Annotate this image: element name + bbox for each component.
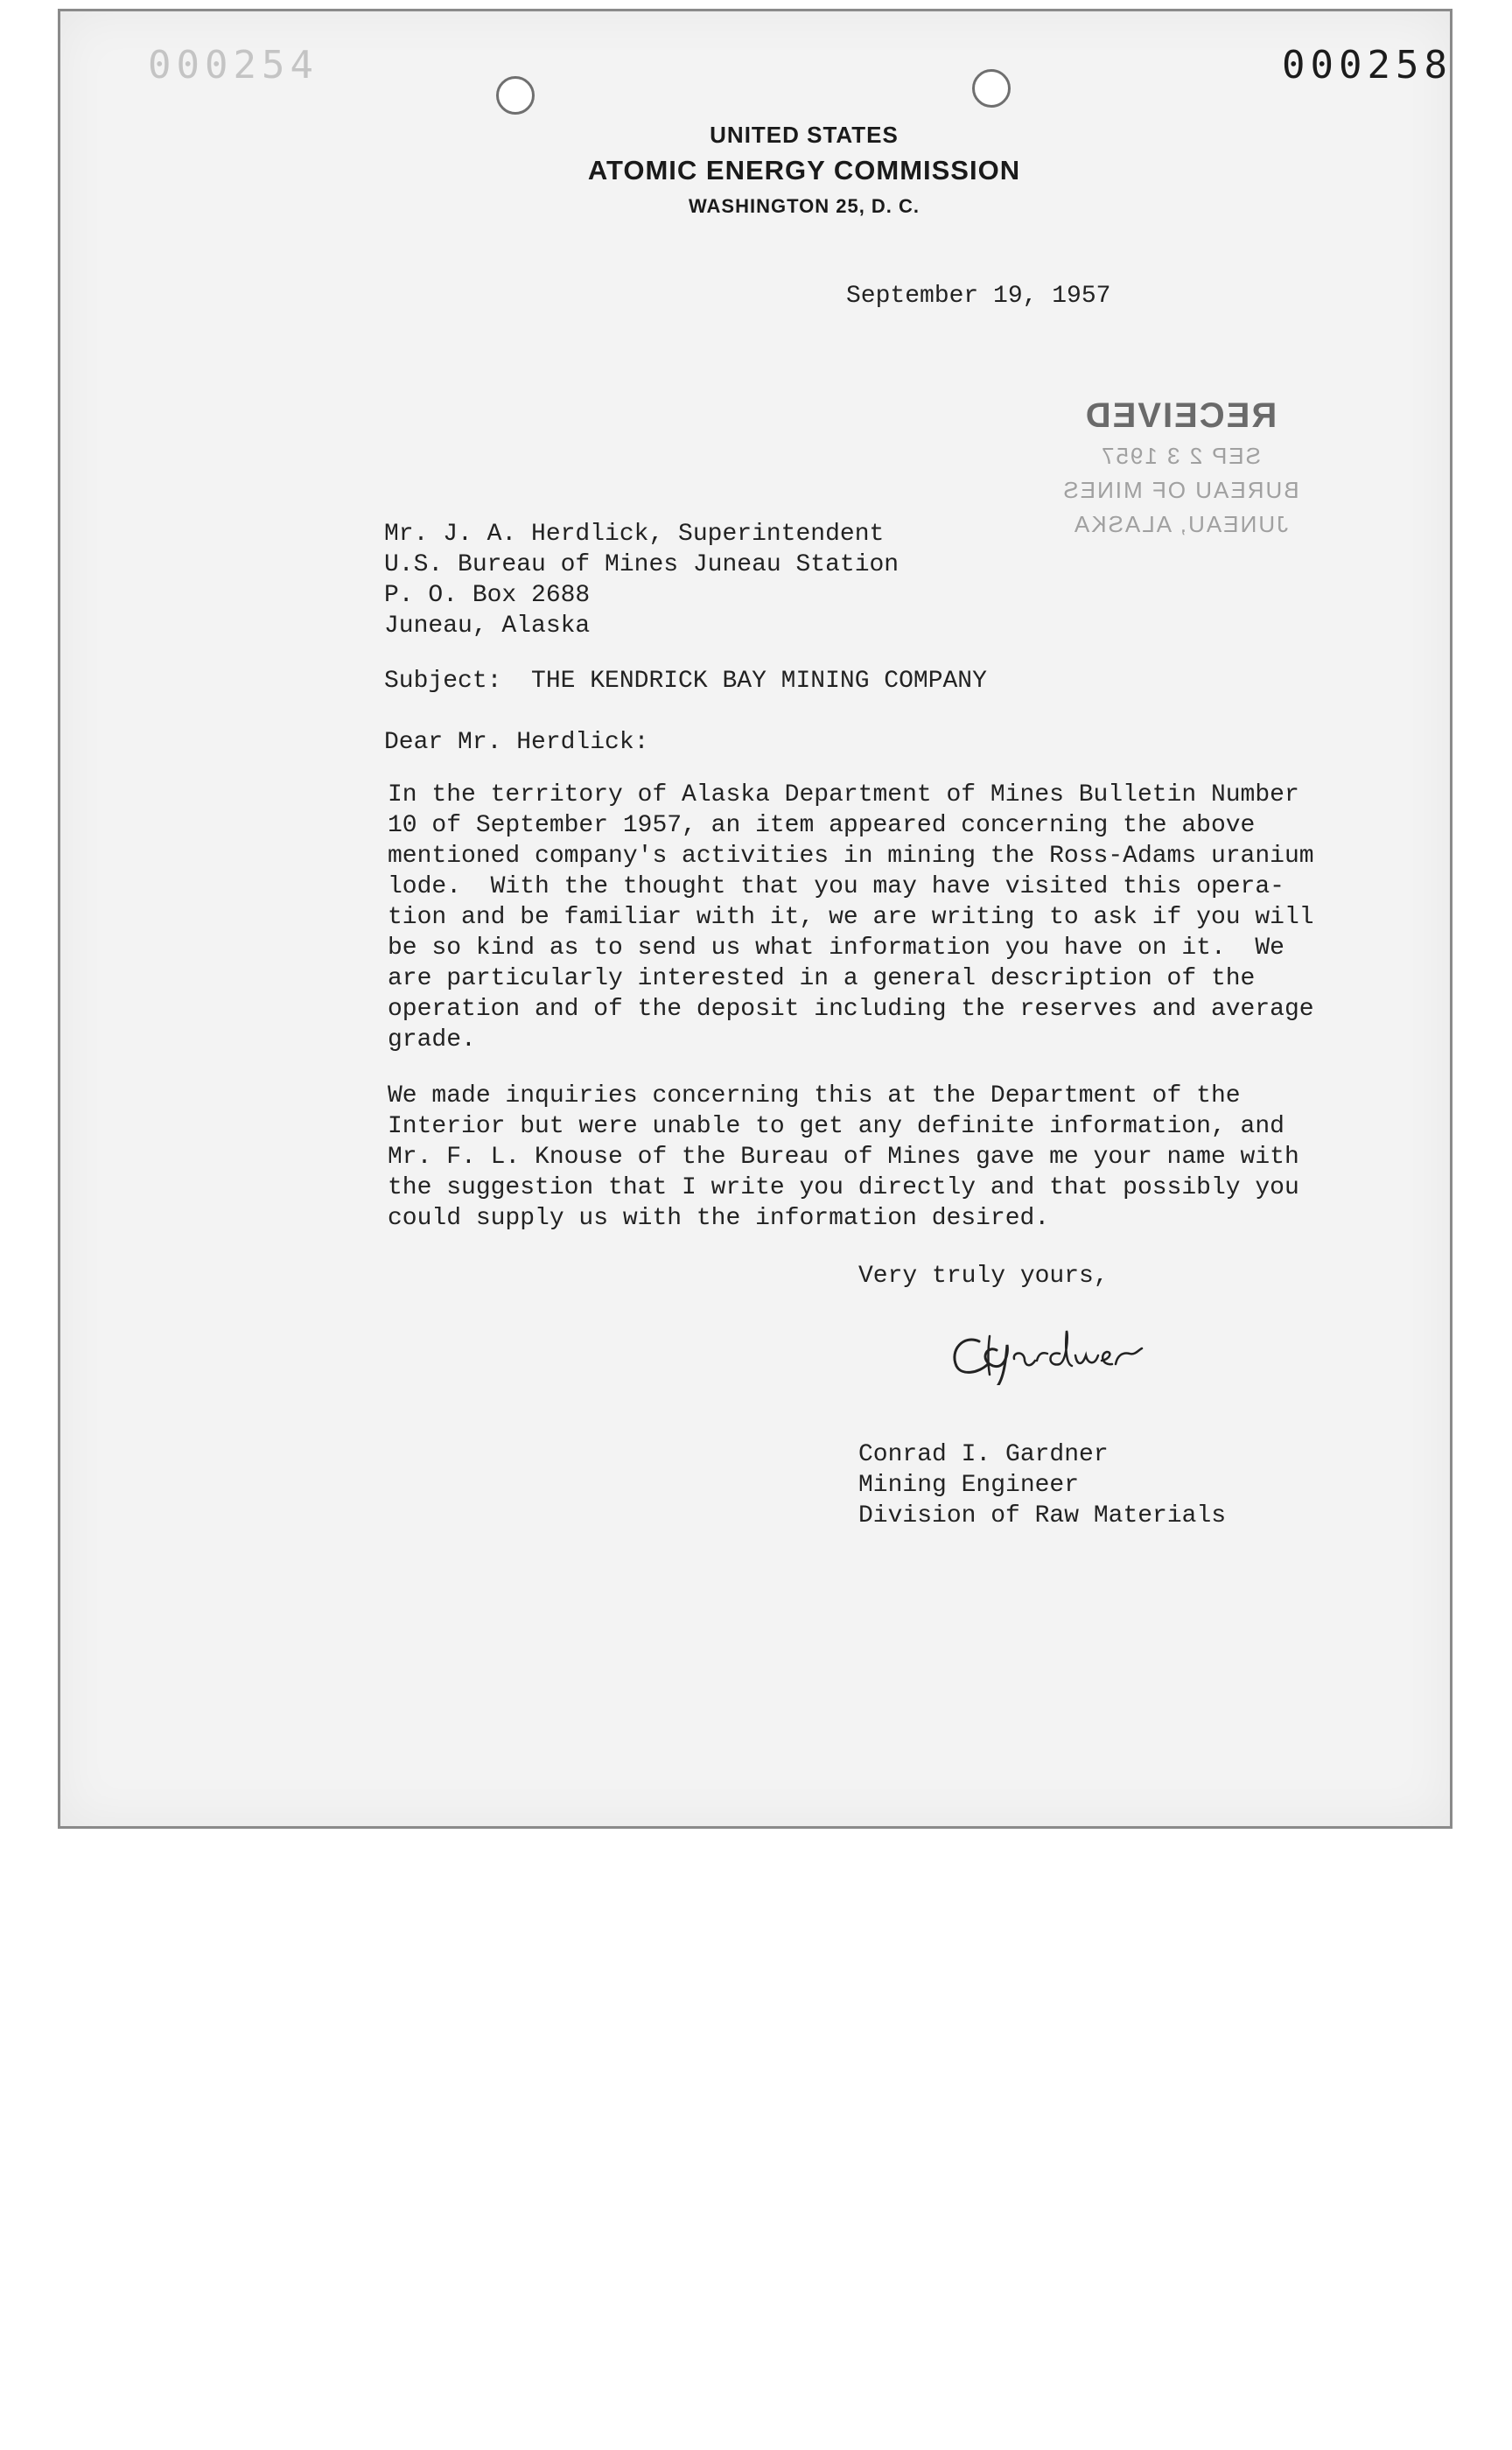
signer-title: Mining Engineer xyxy=(858,1472,1080,1499)
body-line: the suggestion that I write you directly and that possibly you xyxy=(388,1174,1299,1201)
handwritten-signature xyxy=(944,1315,1207,1385)
body-line: operation and of the deposit including the reserves and average xyxy=(388,996,1314,1023)
salutation: Dear Mr. Herdlick: xyxy=(384,729,649,756)
recipient-line: P. O. Box 2688 xyxy=(384,582,591,609)
body-line: Mr. F. L. Knouse of the Bureau of Mines gave me your name with xyxy=(388,1144,1299,1171)
signer-division: Division of Raw Materials xyxy=(858,1502,1227,1530)
body-line: grade. xyxy=(388,1026,476,1054)
recipient-line: Juneau, Alaska xyxy=(384,612,591,640)
signature-block xyxy=(858,1439,1226,1531)
received-stamp xyxy=(1049,396,1312,571)
body-line: could supply us with the information desired. xyxy=(388,1205,1050,1232)
body-line: tion and be familiar with it, we are writing to ask if you will xyxy=(388,904,1314,931)
body-line: Interior but were unable to get any definite information, and xyxy=(388,1113,1284,1140)
body-paragraph-1 xyxy=(388,780,1315,1055)
letter-date: September 19, 1957 xyxy=(846,283,1111,310)
document-number: 000258 xyxy=(1282,43,1452,88)
recipient-line: U.S. Bureau of Mines Juneau Station xyxy=(384,551,900,578)
recipient-address xyxy=(384,519,899,641)
closing: Very truly yours, xyxy=(858,1263,1109,1290)
stamp-title: RECEIVED xyxy=(1083,396,1278,435)
body-line: We made inquiries concerning this at the Department of the xyxy=(388,1082,1241,1110)
recipient-line: Mr. J. A. Herdlick, Superintendent xyxy=(384,521,885,548)
body-line: 10 of September 1957, an item appeared concerning the above xyxy=(388,812,1256,839)
stamp-bureau: BUREAU OF MINES xyxy=(1061,477,1299,503)
faded-document-number: 000254 xyxy=(148,43,318,88)
stamp-location: JUNEAU, ALASKA xyxy=(1072,511,1289,537)
stamp-date: SEP 2 3 1957 xyxy=(1100,443,1261,469)
body-paragraph-2 xyxy=(388,1081,1315,1234)
letterhead-address: WASHINGTON 25, D. C. xyxy=(688,195,920,217)
punch-hole-right xyxy=(972,69,1011,108)
letter-sheet xyxy=(58,9,1452,1829)
body-line: lode. With the thought that you may have visited this opera- xyxy=(388,873,1284,900)
signer-name: Conrad I. Gardner xyxy=(858,1441,1109,1468)
body-line: are particularly interested in a general description of the xyxy=(388,965,1256,992)
letterhead-country: UNITED STATES xyxy=(710,122,899,148)
body-line: In the territory of Alaska Department of Mines Bulletin Number xyxy=(388,781,1299,808)
body-line: be so kind as to send us what information you have on it. We xyxy=(388,934,1284,962)
body-line: mentioned company's activities in mining the Ross-Adams uranium xyxy=(388,843,1314,870)
letterhead-agency: ATOMIC ENERGY COMMISSION xyxy=(587,155,1021,186)
punch-hole-left xyxy=(496,76,535,115)
subject-line: Subject: THE KENDRICK BAY MINING COMPANY xyxy=(384,668,987,695)
